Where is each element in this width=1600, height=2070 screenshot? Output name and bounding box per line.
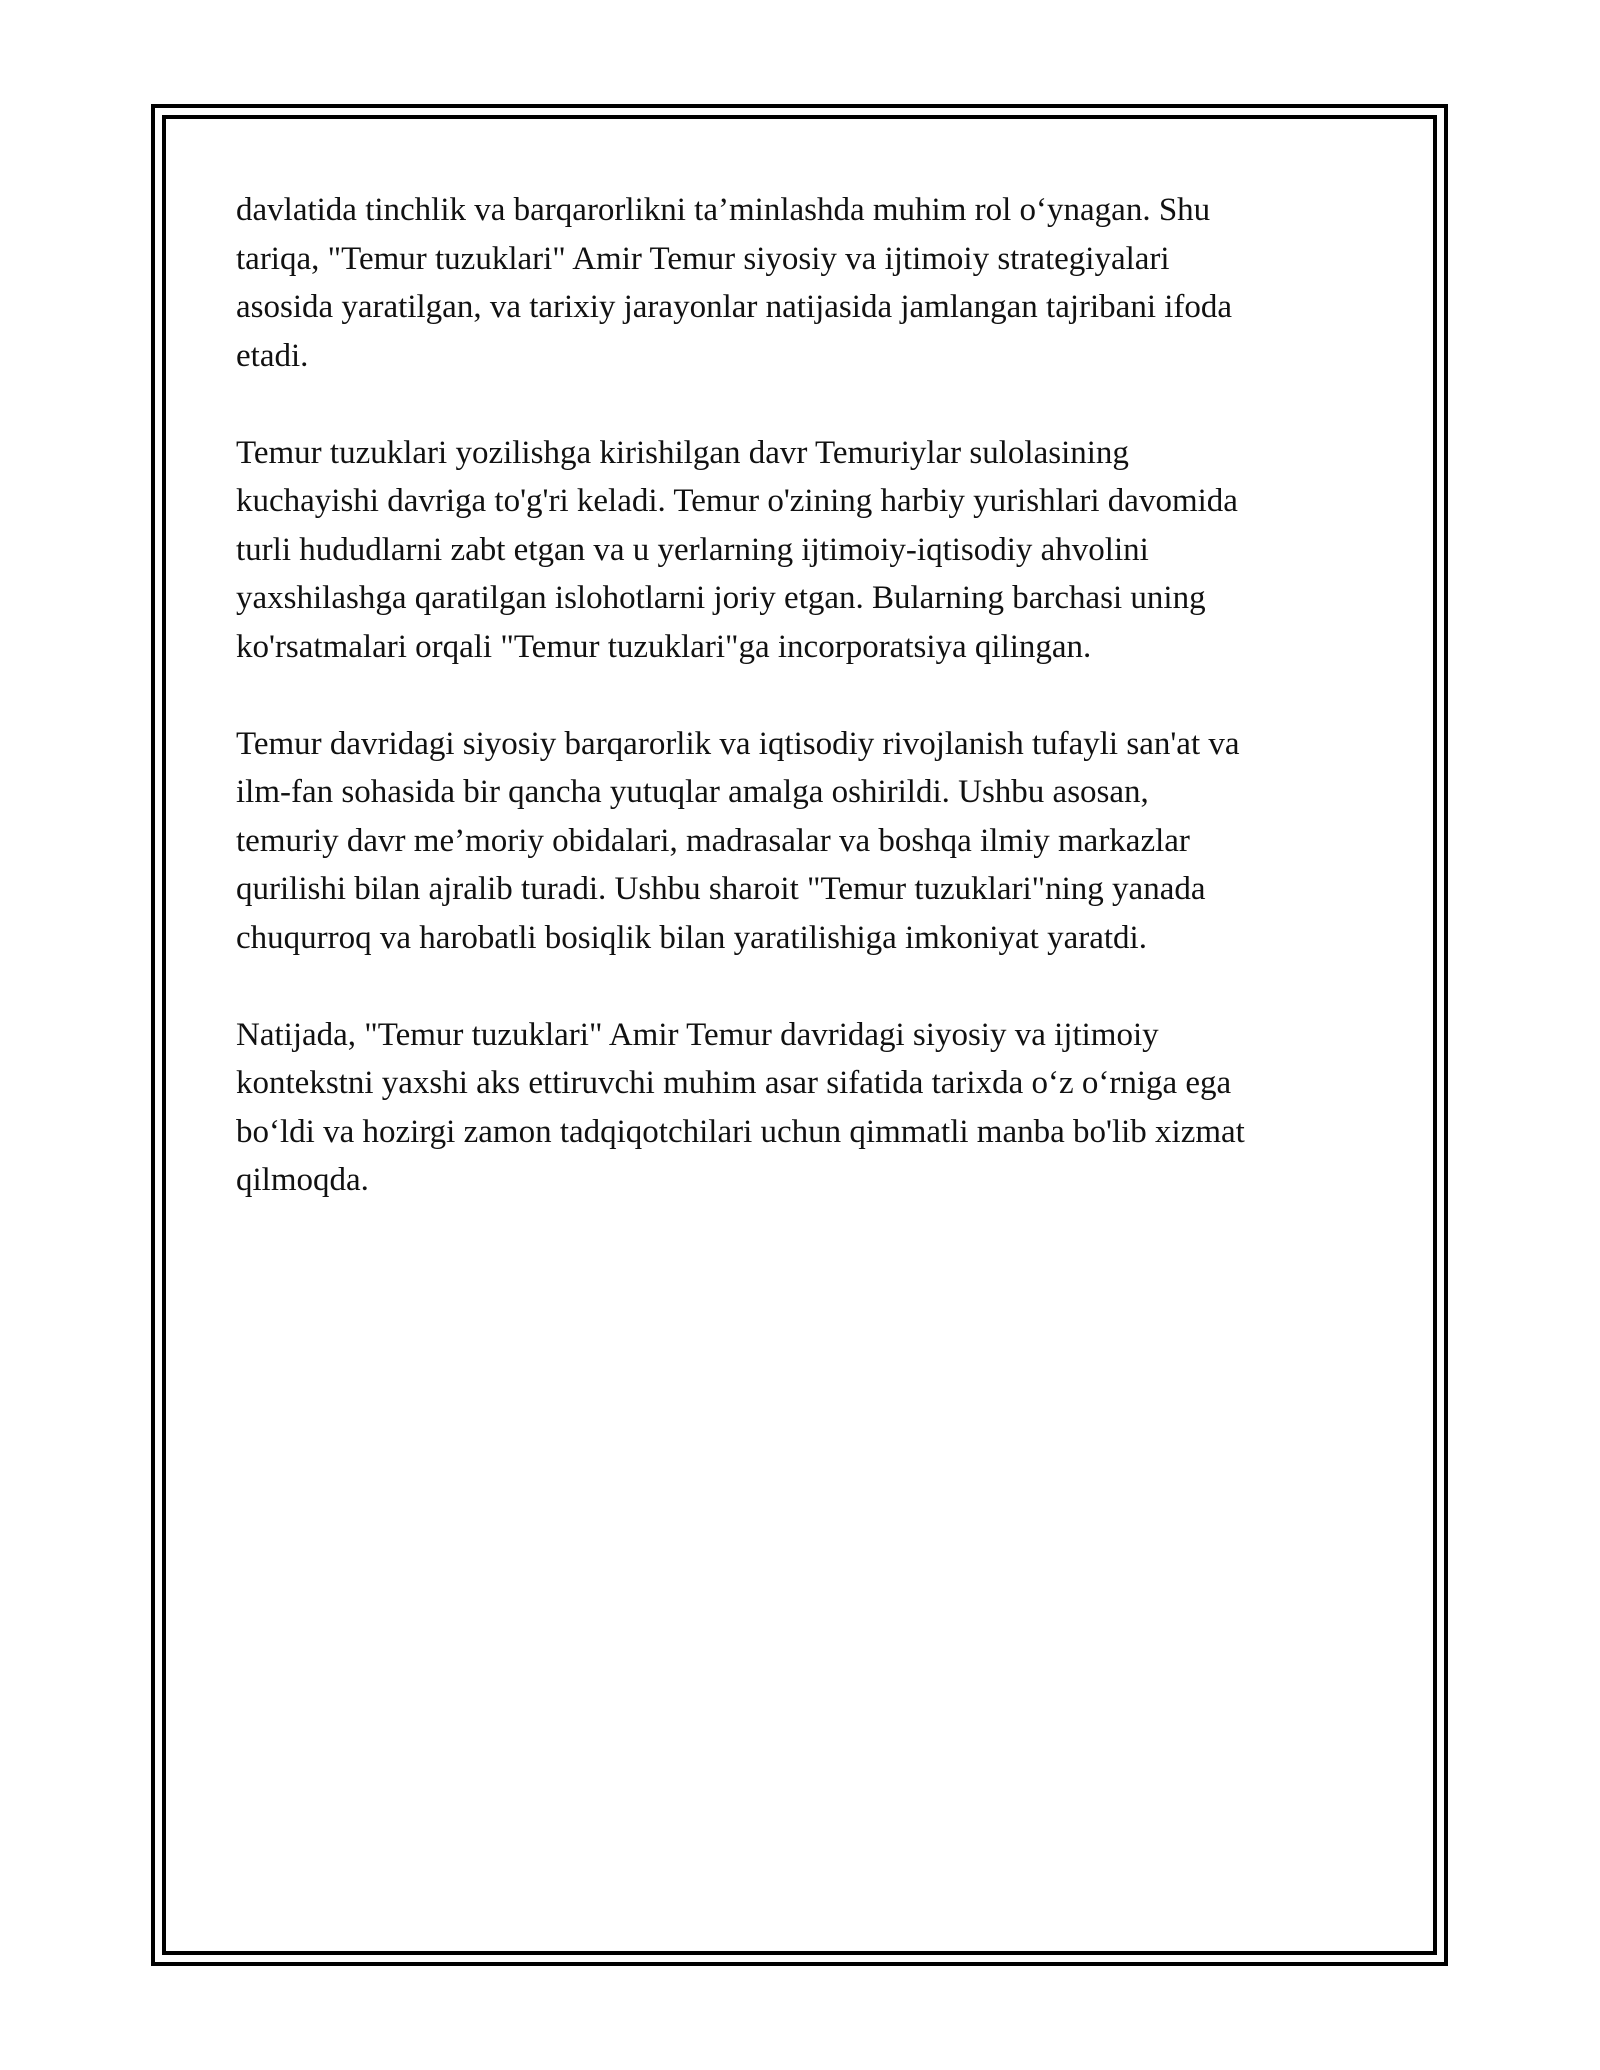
text-line: bo‘ldi va hozirgi zamon tadqiqotchilari uchun qimmatli manba bo'lib xizmat	[236, 1113, 1245, 1150]
text-line: tariqa, "Temur tuzuklari" Amir Temur siyosiy va ijtimoiy strategiyalari	[236, 240, 1170, 277]
paragraph-3	[236, 720, 1366, 963]
text-line: Temur tuzuklari yozilishga kirishilgan davr Temuriylar sulolasining	[236, 434, 1129, 471]
text-line: ko'rsatmalari orqali "Temur tuzuklari"ga incorporatsiya qilingan.	[236, 628, 1092, 665]
paragraph-4	[236, 1011, 1366, 1205]
text-line: qurilishi bilan ajralib turadi. Ushbu sharoit "Temur tuzuklari"ning yanada	[236, 871, 1206, 907]
text-line: kuchayishi davriga to'g'ri keladi. Temur o'zining harbiy yurishlari davomida	[236, 483, 1238, 519]
text-line: yaxshilashga qaratilgan islohotlarni joriy etgan. Bularning barchasi uning	[236, 580, 1206, 616]
text-line: turli hududlarni zabt etgan va u yerlarning ijtimoiy-iqtisodiy ahvolini	[236, 531, 1149, 568]
text-line: davlatida tinchlik va barqarorlikni ta’minlashda muhim rol o‘ynagan. Shu	[236, 192, 1211, 228]
document-body	[236, 186, 1366, 1253]
text-line: chuqurroq va harobatli bosiqlik bilan yaratilishiga imkoniyat yaratdi.	[236, 919, 1147, 956]
text-line: asosida yaratilgan, va tarixiy jarayonlar natijasida jamlangan tajribani ifoda	[236, 289, 1233, 325]
text-line: qilmoqda.	[236, 1162, 369, 1198]
text-line: Temur davridagi siyosiy barqarorlik va iqtisodiy rivojlanish tufayli san'at va	[236, 725, 1240, 762]
text-line: etadi.	[236, 337, 309, 374]
text-line: kontekstni yaxshi aks ettiruvchi muhim asar sifatida tarixda o‘z o‘rniga ega	[236, 1065, 1232, 1101]
paragraph-1	[236, 186, 1366, 380]
text-line: Natijada, "Temur tuzuklari" Amir Temur davridagi siyosiy va ijtimoiy	[236, 1016, 1159, 1053]
text-line: ilm-fan sohasida bir qancha yutuqlar amalga oshirildi. Ushbu asosan,	[236, 774, 1149, 810]
text-line: temuriy davr me’moriy obidalari, madrasalar va boshqa ilmiy markazlar	[236, 822, 1190, 859]
paragraph-2	[236, 429, 1366, 672]
